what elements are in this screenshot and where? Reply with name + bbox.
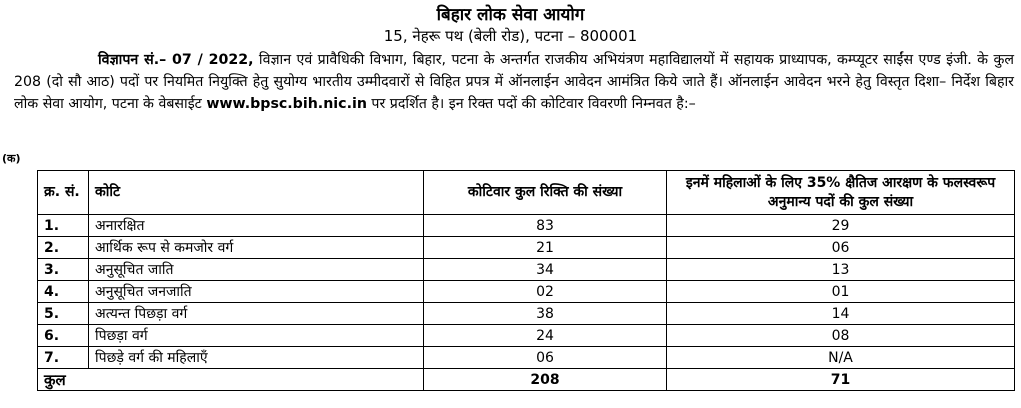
table-total-row (38, 369, 1015, 391)
row-serial: 6. (38, 325, 89, 347)
advertisement-paragraph (14, 49, 1014, 115)
row-serial: 5. (38, 303, 89, 325)
advertisement-number: विज्ञापन सं.– 07 / 2022, (98, 52, 254, 68)
row-total: 38 (424, 303, 667, 325)
row-total: 06 (424, 347, 667, 369)
row-total: 02 (424, 281, 667, 303)
row-category: पिछड़ा वर्ग (89, 325, 424, 347)
advertisement-text-part1: विज्ञान एवं प्रावैधिकी विभाग, बिहार, पटना के अन्तर्गत राजकीय अभियंत्रण महाविद्यालयों में सहायक प्राध्यापक, कम्प्यूटर साईंस एण्ड इंजी. के कुल 208 (दो सौ आठ) पदों पर नियमित नियुक्ति हेतु सुयोग्य भारतीय उम्मीदवारों से विहित प्रपत्र में ऑनलाईन आवेदन आमंत्रित किये जाते हैं। ऑनलाईन आवेदन भरने हेतु विस्तृत दिशा– निर्देश बिहार लोक सेवा आयोग, पटना के वेबसाईट (14, 52, 1014, 112)
row-serial: 7. (38, 347, 89, 369)
website-link[interactable]: www.bpsc.bih.nic.in (206, 96, 367, 112)
row-serial: 2. (38, 237, 89, 259)
row-women: 06 (667, 237, 1015, 259)
row-category: अनुसूचित जनजाति (89, 281, 424, 303)
row-serial: 1. (38, 215, 89, 237)
row-women: 01 (667, 281, 1015, 303)
row-category: अत्यन्त पिछड़ा वर्ग (89, 303, 424, 325)
table-row (38, 281, 1015, 303)
page-title: बिहार लोक सेवा आयोग (436, 5, 585, 25)
header-serial: क्र. सं. (38, 171, 89, 215)
row-total: 24 (424, 325, 667, 347)
table-row (38, 347, 1015, 369)
row-category: अनारक्षित (89, 215, 424, 237)
row-women: 14 (667, 303, 1015, 325)
total-label: कुल (38, 369, 424, 391)
row-category: अनुसूचित जाति (89, 259, 424, 281)
table-row (38, 215, 1015, 237)
vacancy-table (37, 170, 1015, 391)
row-women: N/A (667, 347, 1015, 369)
total-women: 71 (667, 369, 1015, 391)
row-category: आर्थिक रूप से कमजोर वर्ग (89, 237, 424, 259)
table-header-row (38, 171, 1015, 215)
row-total: 83 (424, 215, 667, 237)
row-women: 29 (667, 215, 1015, 237)
office-address: 15, नेहरू पथ (बेली रोड), पटना – 800001 (383, 27, 638, 45)
row-serial: 4. (38, 281, 89, 303)
table-row (38, 325, 1015, 347)
row-women: 13 (667, 259, 1015, 281)
header-women-reservation: इनमें महिलाओं के लिए 35% क्षैतिज आरक्षण के फलस्वरूप अनुमान्य पदों की कुल संख्या (667, 171, 1015, 215)
table-row (38, 303, 1015, 325)
table-row (38, 237, 1015, 259)
row-women: 08 (667, 325, 1015, 347)
row-serial: 3. (38, 259, 89, 281)
total-vacancies: 208 (424, 369, 667, 391)
row-category: पिछड़े वर्ग की महिलाएँ (89, 347, 424, 369)
header-total-vacancies: कोटिवार कुल रिक्ति की संख्या (424, 171, 667, 215)
advertisement-text-part2: पर प्रदर्शित है। इन रिक्त पदों की कोटिवार विवरणी निम्नवत है:– (366, 96, 696, 112)
section-marker: (क) (2, 152, 21, 165)
header-category: कोटि (89, 171, 424, 215)
table-row (38, 259, 1015, 281)
row-total: 34 (424, 259, 667, 281)
row-total: 21 (424, 237, 667, 259)
